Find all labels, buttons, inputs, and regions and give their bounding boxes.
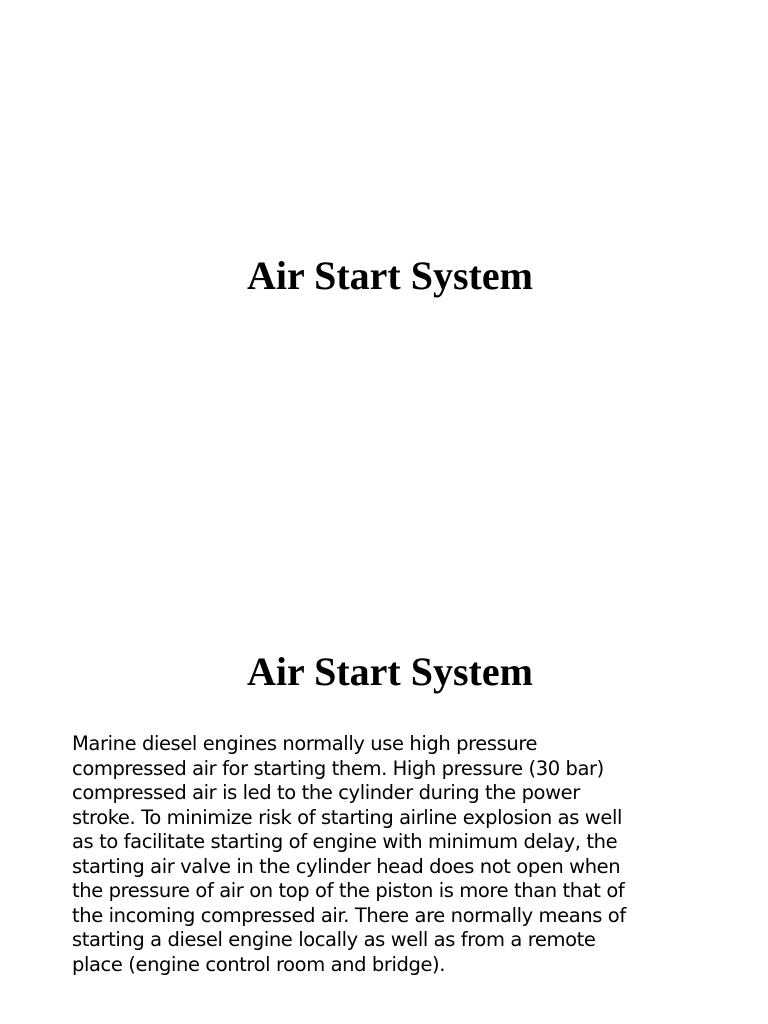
paragraph-line: compressed air for starting them. High pressure (30 bar) — [72, 756, 604, 780]
paragraph-line: starting a diesel engine locally as well as from a remote — [72, 928, 596, 951]
section-title: Air Start System — [247, 649, 533, 694]
paragraph-line: Marine diesel engines normally use high pressure — [72, 732, 538, 755]
paragraph-line: stroke. To minimize risk of starting airline explosion as well — [72, 805, 622, 829]
paragraph-line: the pressure of air on top of the piston is more than that of — [72, 879, 625, 902]
paragraph-line: the incoming compressed air. There are normally means of — [72, 903, 626, 927]
paragraph-line: as to facilitate starting of engine with minimum delay, the — [72, 830, 618, 853]
paragraph-line: place (engine control room and bridge). — [72, 952, 446, 976]
page-title: Air Start System — [247, 253, 533, 298]
paragraph-line: compressed air is led to the cylinder during the power — [72, 781, 580, 804]
paragraph-line: starting air valve in the cylinder head does not open when — [72, 854, 621, 878]
body-paragraph — [72, 732, 702, 977]
